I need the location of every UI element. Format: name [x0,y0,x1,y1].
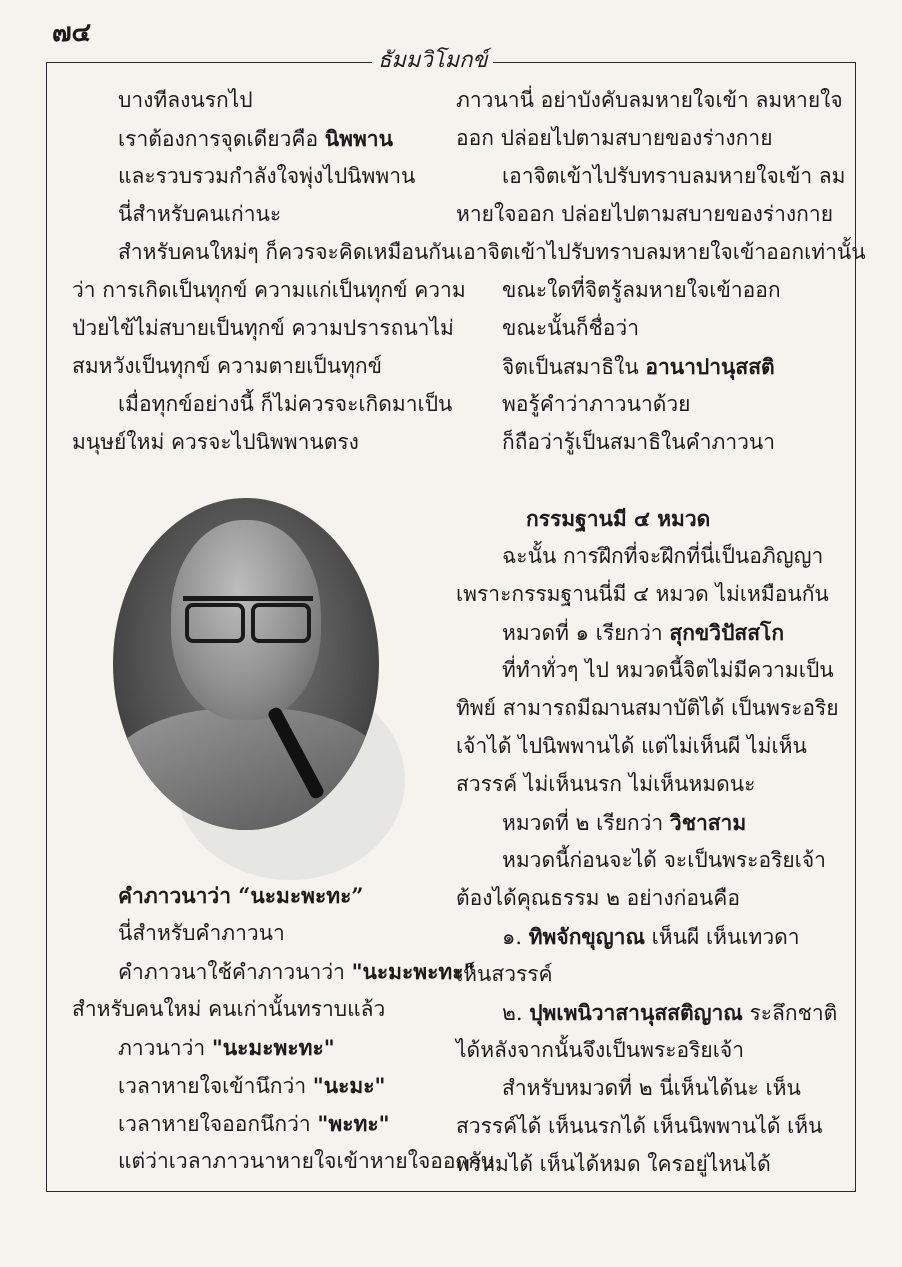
left-lower-line-5: เวลาหายใจเข้านึกว่า "นะมะ" [118,1073,386,1098]
right-line-6: ขณะนั้นก็ชื่อว่า [502,316,639,340]
left-lower-heading: คำภาวนาว่า “นะมะพะทะ” [118,883,364,908]
right-line-16: เจ้าได้ ไปนิพพานได้ แต่ไม่เห็นผี ไม่เห็น [456,734,807,758]
right-line-13: หมวดที่ ๑ เรียกว่า สุกขวิปัสสโก [502,620,785,645]
right-line-21: ๑. ทิพจักขุญาณ เห็นผี เห็นเทวดา [502,924,800,949]
right-line-19: หมวดนี้ก่อนจะได้ จะเป็นพระอริยเจ้า [502,848,826,872]
right-line-20: ต้องได้คุณธรรม ๒ อย่างก่อนคือ [456,886,740,910]
right-line-18: หมวดที่ ๒ เรียกว่า วิชาสาม [502,810,747,835]
page-number: ๗๔ [52,18,92,48]
right-line-17: สวรรค์ ไม่เห็นนรก ไม่เห็นหมดนะ [456,772,756,796]
left-lower-line-4: ภาวนาว่า "นะมะพะทะ" [118,1035,335,1060]
left-line-5: ว่า การเกิดเป็นทุกข์ ความแก่เป็นทุกข์ ความ [72,278,466,302]
right-line-26: สวรรค์ได้ เห็นนรกได้ เห็นนิพพานได้ เห็น [456,1114,823,1138]
left-line-2: และรวบรวมกำลังใจพุ่งไปนิพพาน [118,164,416,188]
left-line-8: เมื่อทุกข์อย่างนี้ ก็ไม่ควรจะเกิดมาเป็น [118,392,453,416]
left-line-0: บางทีลงนรกไป [118,88,253,112]
right-line-3: หายใจออก ปล่อยไปตามสบายของร่างกาย [456,202,833,226]
right-line-23: ๒. ปุพเพนิวาสานุสสติญาณ ระลึกชาติ [502,1000,838,1025]
left-lower-line-2: คำภาวนาใช้คำภาวนาว่า "นะมะพะทะ" [118,959,475,984]
right-line-27: พรหมได้ เห็นได้หมด ใครอยู่ไหนได้ [456,1152,771,1176]
right-line-5: ขณะใดที่จิตรู้ลมหายใจเข้าออก [502,278,781,302]
right-line-15: ทิพย์ สามารถมีฌานสมาบัติได้ เป็นพระอริย [456,696,839,720]
right-line-12: เพราะกรรมฐานนี่มี ๔ หมวด ไม่เหมือนกัน [456,582,829,606]
right-line-11: ฉะนั้น การฝึกที่จะฝึกที่นี่เป็นอภิญญา [502,544,824,568]
right-line-8: พอรู้คำว่าภาวนาด้วย [502,392,691,416]
photo-robe [113,708,379,830]
photo-glasses [183,596,313,641]
monk-portrait-photo [113,498,379,830]
right-line-25: สำหรับหมวดที่ ๒ นี่เห็นได้นะ เห็น [502,1076,801,1100]
right-line-14: ที่ทำทั่วๆ ไป หมวดนี้จิตไม่มีความเป็น [502,658,834,682]
right-line-7: จิตเป็นสมาธิใน อานาปานุสสติ [502,354,775,379]
right-line-0: ภาวนานี่ อย่าบังคับลมหายใจเข้า ลมหายใจ [456,88,843,112]
left-lower-line-3: สำหรับคนใหม่ คนเก่านั้นทราบแล้ว [72,997,386,1021]
left-line-3: นี่สำหรับคนเก่านะ [118,202,282,226]
right-line-1: ออก ปล่อยไปตามสบายของร่างกาย [456,126,773,150]
left-line-1: เราต้องการจุดเดียวคือ นิพพาน [118,126,393,151]
left-line-4: สำหรับคนใหม่ๆ ก็ควรจะคิดเหมือนกัน [118,240,456,264]
left-lower-line-7: แต่ว่าเวลาภาวนาหายใจเข้าหายใจออกกับ [118,1149,495,1173]
right-line-22: เห็นสวรรค์ [456,962,553,986]
running-header: ธัมมวิโมกข์ [372,42,493,77]
left-lower-line-6: เวลาหายใจออกนึกว่า "พะทะ" [118,1111,390,1136]
left-line-7: สมหวังเป็นทุกข์ ความตายเป็นทุกข์ [72,354,382,378]
right-line-2: เอาจิตเข้าไปรับทราบลมหายใจเข้า ลม [502,164,846,188]
right-line-24: ได้หลังจากนั้นจึงเป็นพระอริยเจ้า [456,1038,744,1062]
left-line-9: มนุษย์ใหม่ ควรจะไปนิพพานตรง [72,430,359,454]
section-heading: กรรมฐานมี ๔ หมวด [526,506,711,531]
right-line-4: เอาจิตเข้าไปรับทราบลมหายใจเข้าออกเท่านั้น [456,240,866,264]
right-line-9: ก็ถือว่ารู้เป็นสมาธิในคำภาวนา [502,430,776,454]
left-line-6: ป่วยไข้ไม่สบายเป็นทุกข์ ความปรารถนาไม่ [72,316,454,340]
left-lower-line-1: นี่สำหรับคำภาวนา [118,921,285,945]
